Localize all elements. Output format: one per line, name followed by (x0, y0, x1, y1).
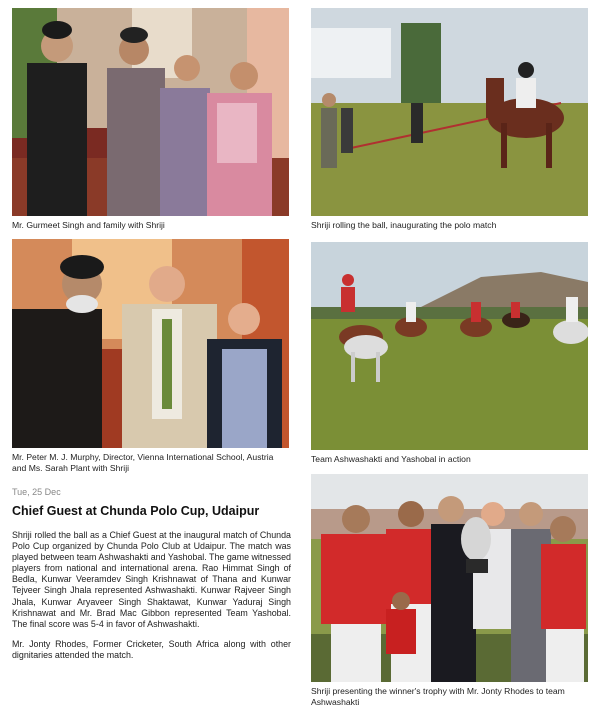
article-date: Tue, 25 Dec (12, 487, 61, 497)
article-paragraph: Mr. Jonty Rhodes, Former Cricketer, South Africa along with other dignitaries attended the match. (12, 638, 291, 660)
photo-family-with-shriji (12, 8, 289, 216)
photo-teams-in-action (311, 242, 588, 450)
caption-photo-4: Team Ashwashakti and Yashobal in action (311, 454, 471, 464)
caption-photo-1: Mr. Gurmeet Singh and family with Shriji (12, 220, 165, 230)
caption-photo-3: Mr. Peter M. J. Murphy, Director, Vienna International School, Austria and Ms. Sarah Plant with Shriji (12, 452, 274, 473)
article-title: Chief Guest at Chunda Polo Cup, Udaipur (12, 504, 260, 518)
photo-murphy-plant-shriji (12, 239, 289, 448)
caption-photo-2: Shriji rolling the ball, inaugurating the polo match (311, 220, 497, 230)
article-paragraph: Shriji rolled the ball as a Chief Guest at the inaugural match of Chunda Polo Cup organized by Chunda Polo Club at Udaipur. The match was played between team Ashwashakti and Yashobal. The game witnessed players from national and international arena. Rao Himmat Singh of Bedla, Kunwar Veeramdev Singh Krishnawat of Thana and Kunwar Tejveer Singh Jhala represented Ashwashakti. Kunwar Rajveer Singh Jhala, Kunwar Aryaveer Singh Shaktawat, Kunwar Yaduraj Singh Krishnawat and Mr. Brad Mac Gibbon represented Team Yashobal. The final score was 5-4 in favor of Ashwashakti. (12, 530, 291, 629)
article-body (12, 530, 291, 670)
photo-rolling-the-ball (311, 8, 588, 216)
photo-trophy-presentation (311, 474, 588, 682)
caption-photo-5: Shriji presenting the winner's trophy with Mr. Jonty Rhodes to team Ashwashakti (311, 686, 565, 707)
